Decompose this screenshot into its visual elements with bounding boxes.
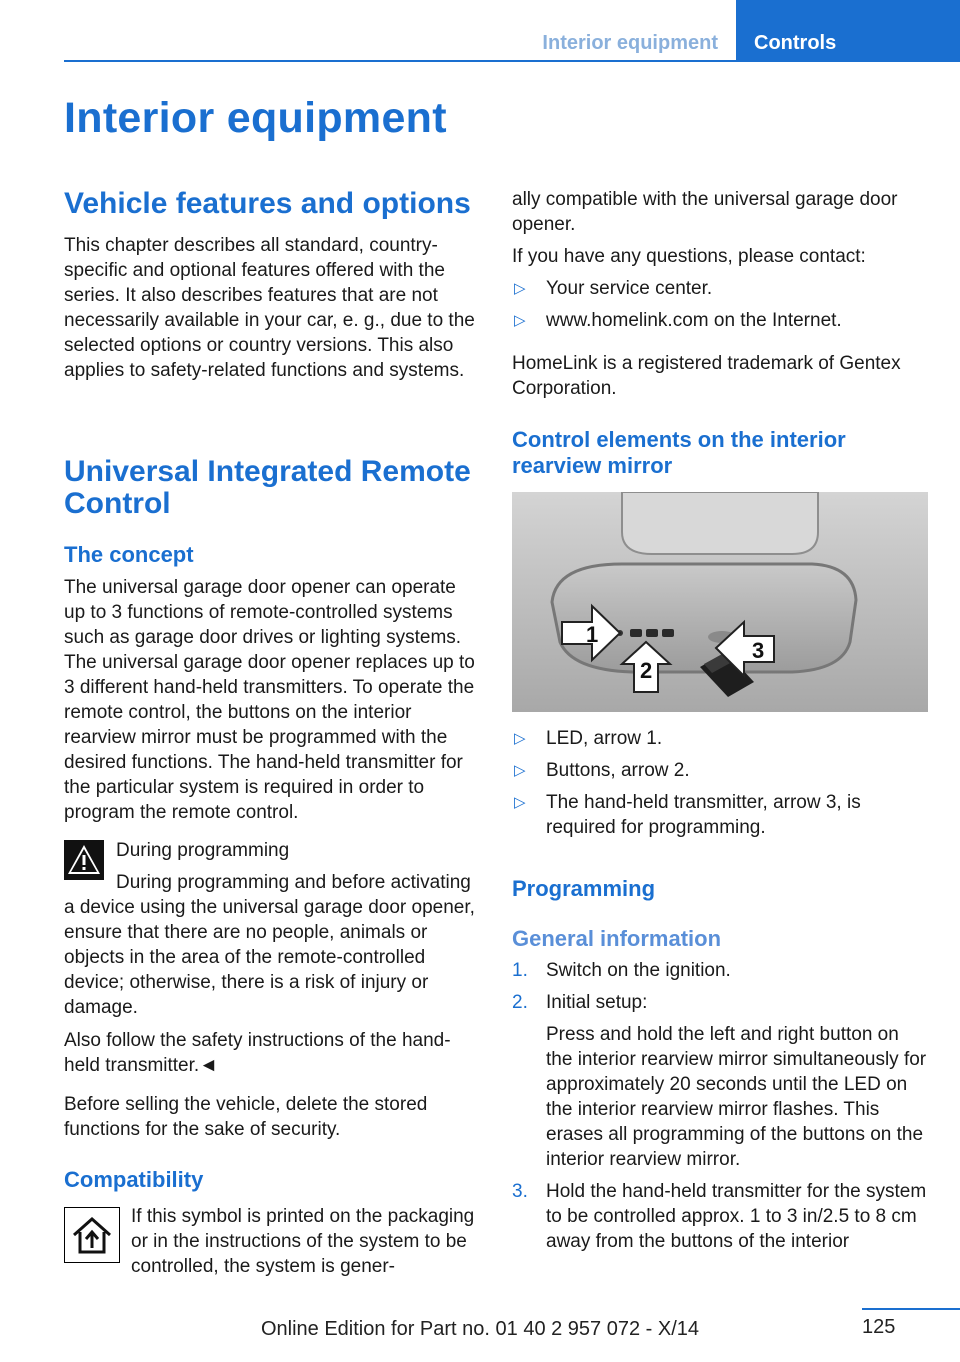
step-text: Hold the hand-held transmitter for the system to be controlled approx. 1 to 3 in/2.5 to 8 cm away from the buttons of the interior <box>546 1181 927 1252</box>
step-number: 3. <box>512 1181 528 1202</box>
contact-list <box>512 276 930 340</box>
warning-note: Also follow the safety instructions of the hand-held transmitter.◄ <box>64 1030 451 1076</box>
selling-note: Before selling the vehicle, delete the stored functions for the sake of security. <box>64 1094 428 1140</box>
mirror-button-2[interactable] <box>646 629 658 637</box>
figure-label-1: 1 <box>586 622 599 647</box>
heading-vehicle-features: Vehicle features and options <box>64 187 471 220</box>
bullet-arrow-icon: ▷ <box>514 312 526 329</box>
control-elements-list <box>512 726 930 847</box>
step-text: Initial setup: <box>546 992 648 1013</box>
bullet-arrow-icon: ▷ <box>514 794 526 811</box>
step-text: Switch on the ignition. <box>546 960 731 981</box>
step-item <box>512 958 930 983</box>
heading-concept: The concept <box>64 542 194 567</box>
step-number: 1. <box>512 960 528 981</box>
heading-control-elements: Control elements on the interior rearview mirror <box>512 427 846 478</box>
rearview-mirror-figure <box>512 492 928 712</box>
step-number: 2. <box>512 992 528 1013</box>
mirror-button-1[interactable] <box>630 629 642 637</box>
programming-steps <box>512 958 930 1261</box>
footer-edition: Online Edition for Part no. 01 40 2 957 072 - X/14 <box>260 1318 700 1340</box>
mirror-button-3[interactable] <box>662 629 674 637</box>
page-number: 125 <box>862 1316 896 1338</box>
compatibility-continued: ally compatible with the universal garage door opener. <box>512 189 898 235</box>
list-item: ▷ Your service center. <box>514 278 713 299</box>
list-item: ▷ LED, arrow 1. <box>514 728 663 749</box>
heading-uirc: Universal Integrated Remote Control <box>64 455 471 520</box>
step-item <box>512 990 930 1172</box>
vehicle-features-body: This chapter describes all standard, country-specific and optional features offered with the series. It also describes features that are not necessarily available in your car, e. g., due to the selected options or country versions. This also applies to safety-related functions and systems. <box>64 235 475 381</box>
page-title: Interior equipment <box>64 94 447 142</box>
contact-intro: If you have any questions, please contact: <box>512 246 866 267</box>
step-item <box>512 1179 930 1254</box>
heading-programming: Programming <box>512 876 656 901</box>
figure-label-2: 2 <box>640 658 653 683</box>
chapter-tab[interactable]: Controls <box>736 0 960 62</box>
list-item: ▷ Buttons, arrow 2. <box>514 760 690 781</box>
compatibility-body: If this symbol is printed on the packaging or in the instructions of the system to be controlled, the system is gener- <box>131 1206 475 1277</box>
bullet-arrow-icon: ▷ <box>514 280 526 297</box>
warning-body: During programming and before activating a device using the universal garage door opener, ensure that there are no people, animals or objects in the area of the remote-controlled device; otherwise, there is a risk of injury or damage. <box>64 872 475 1018</box>
page-header <box>64 0 960 62</box>
heading-compatibility: Compatibility <box>64 1167 204 1192</box>
garage-door-symbol-icon <box>64 1207 120 1263</box>
header-rule <box>64 60 960 62</box>
trademark-note: HomeLink is a registered trademark of Gentex Corporation. <box>512 353 901 399</box>
bullet-arrow-icon: ▷ <box>514 730 526 747</box>
figure-label-3: 3 <box>752 638 765 663</box>
bullet-arrow-icon: ▷ <box>514 762 526 779</box>
warning-title: During programming <box>116 840 290 861</box>
list-item: ▷ The hand-held transmitter, arrow 3, is required for programming. <box>514 792 861 838</box>
step-detail: Press and hold the left and right button on the interior rearview mirror simultaneously for approximately 20 seconds until the LED on the interior rearview mirror flashes. This erases all programming of the buttons on the interior rearview mirror. <box>546 1024 927 1170</box>
heading-general-information: General information <box>512 926 722 951</box>
concept-body: The universal garage door opener can operate up to 3 functions of remote-controlled systems such as garage door drives or lighting systems. The universal garage door opener replaces up to 3 different hand-held transmitters. To operate the remote control, the buttons on the interior rearview mirror must be programmed with the desired functions. The hand-held transmitter for the particular system is required in order to program the remote control. <box>64 577 475 823</box>
footer-rule <box>862 1308 960 1310</box>
section-tab[interactable]: Interior equipment <box>542 32 718 54</box>
list-item: ▷ www.homelink.com on the Internet. <box>514 310 842 331</box>
